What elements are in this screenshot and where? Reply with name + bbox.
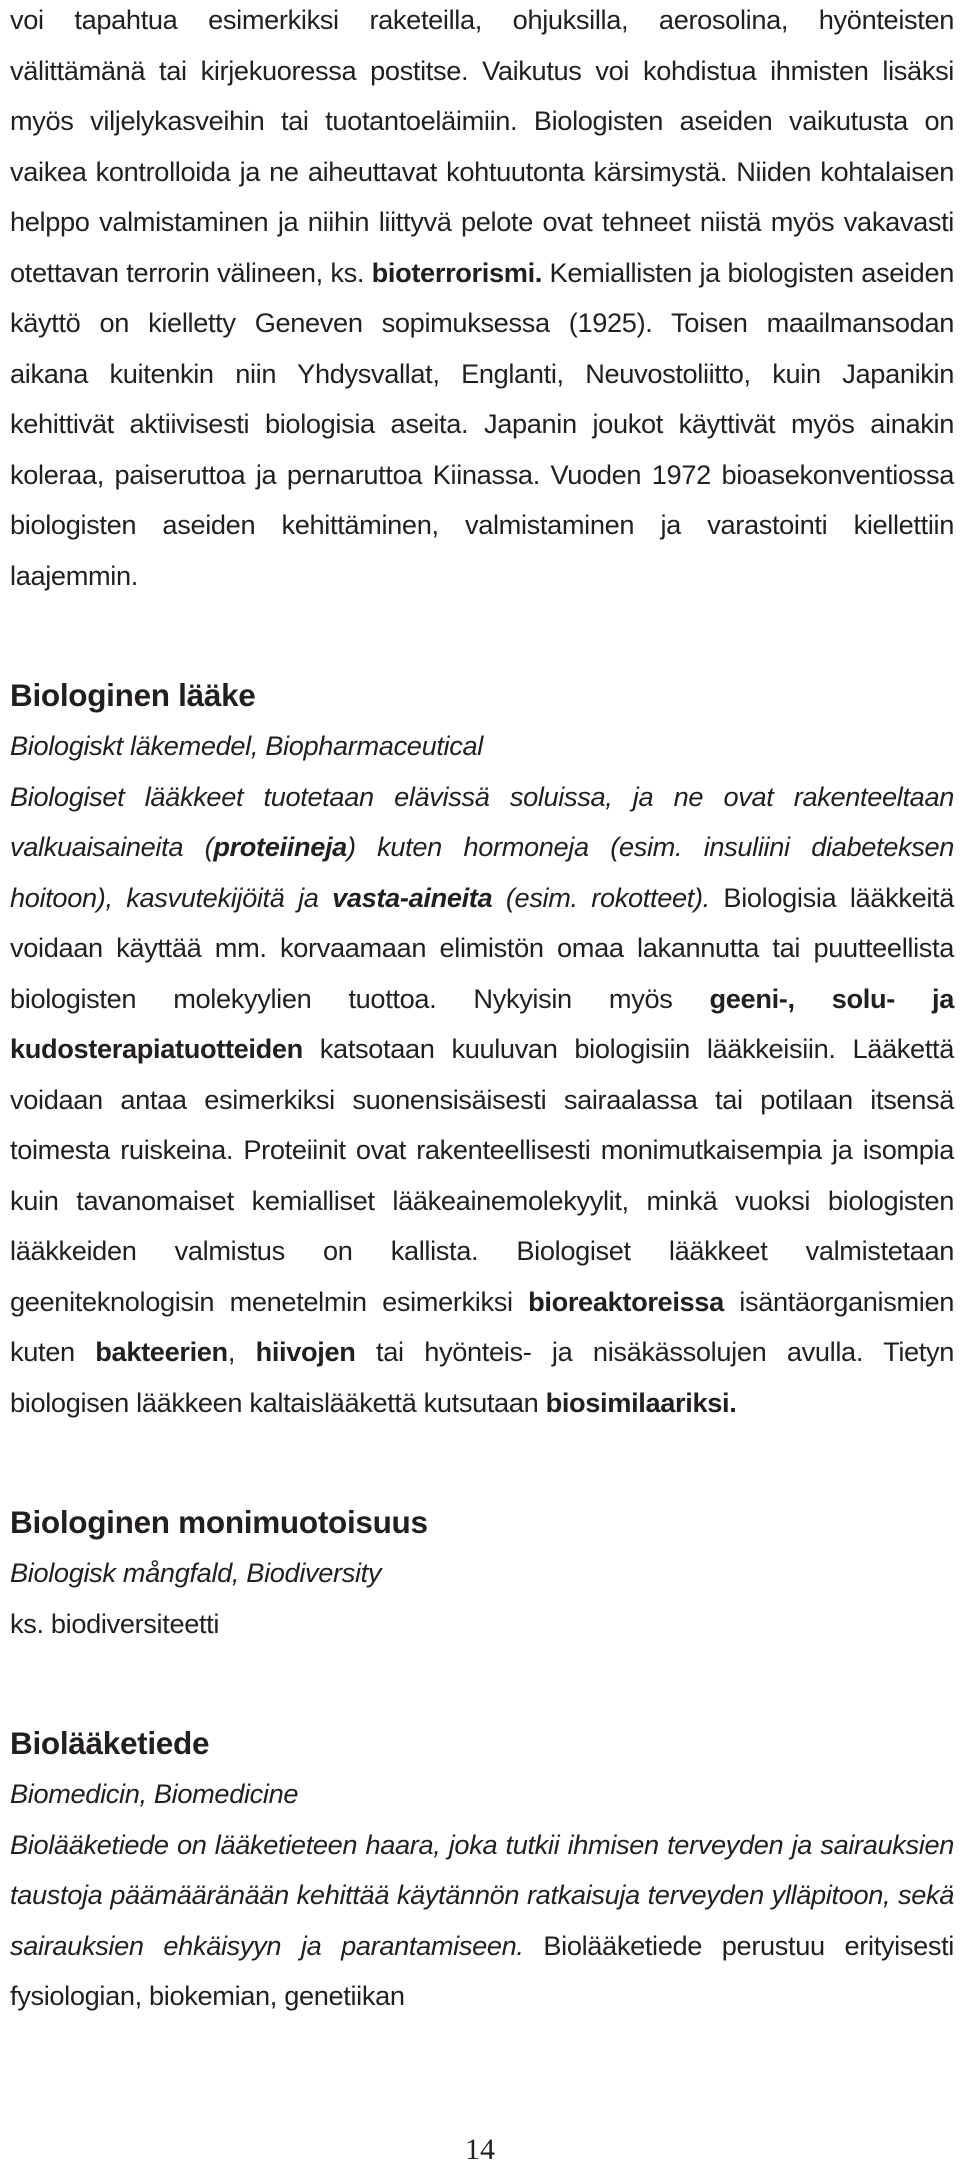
page-number: 14 (465, 2133, 495, 2166)
entry-see-reference: ks. biodiversiteetti (10, 1607, 220, 1639)
entry-term: Biologinen monimuotoisuus (10, 1504, 428, 1540)
intro-paragraph (10, 0, 954, 601)
terapiatuotteet-term: geeni-, solu- ja kudosterapiatuotteiden (10, 982, 954, 1064)
entry-translation: Biologiskt läkemedel, Biopharmaceutical (10, 730, 483, 761)
body-text: (esim. rokotteet). (492, 881, 710, 913)
intro-text-1: voi tapahtua esimerkiksi raketeilla, ohjuksilla, aerosolina, hyönteisten välittämänä tai kirjekuoressa postitse. Vaikutus voi kohdistua ihmisten lisäksi myös viljelykasveihin tai tuotantoeläimiin. Biologisten aseiden vaikutusta on vaikea kontrolloida ja ne aiheuttavat kohtuutonta kärsimystä. Niiden kohtalaisen helppo valmistaminen ja niihin liittyvä pelote ovat tehneet niistä myös vakavasti otettavan terrorin välineen, ks. (10, 4, 954, 288)
entry-term: Biologinen lääke (10, 677, 256, 713)
body-text: katsotaan kuuluvan biologisiin lääkkeisiin. Lääkettä voidaan antaa esimerkiksi suonensisäisesti sairaalassa tai potilaan itsensä toimesta ruiskeina. Proteiinit ovat rakenteellisesti monimutkaisempia ja isompia kuin tavanomaiset kemialliset lääkeainemolekyylit, minkä vuoksi biologisten lääkkeiden valmistus on kallista. Biologiset lääkkeet valmistetaan geeniteknologisin menetelmin esimerkiksi (10, 1033, 954, 1317)
entry-body (10, 772, 954, 1429)
body-text: isäntäorganismien kuten (10, 1285, 954, 1367)
biosimilaariksi-term: biosimilaariksi. (545, 1386, 737, 1418)
body-text: , (227, 1336, 256, 1367)
entry-biolaaketiede (10, 1717, 954, 2022)
entry-translation: Biomedicin, Biomedicine (10, 1778, 299, 1809)
document-page (10, 0, 954, 2022)
body-text: Biologiset lääkkeet tuotetaan elävissä soluissa, ja ne ovat rakenteeltaan valkuaisaineita ( (10, 780, 954, 862)
bioterrorismi-reference: bioterrorismi. (371, 256, 542, 288)
body-text: Biolääketiede perustuu erityisesti fysiologian, biokemian, genetiikan (10, 1929, 954, 2011)
bakteerien-term: bakteerien (95, 1336, 228, 1367)
entry-term: Biolääketiede (10, 1725, 210, 1761)
body-text: Biologisia lääkkeitä voidaan käyttää mm. korvaamaan elimistön omaa lakannutta tai puutteellista biologisten molekyylien tuottoa. Nykyisin myös (10, 881, 954, 1014)
intro-text-2: Kemiallisten ja biologisten aseiden käyttö on kielletty Geneven sopimuksessa (1925). Toisen maailmansodan aikana kuitenkin niin Yhdysvallat, Englanti, Neuvostoliitto, kuin Japanikin kehittivät aktiivisesti biologisia aseita. Japanin joukot käyttivät myös ainakin koleraa, paiseruttoa ja pernaruttoa Kiinassa. Vuoden 1972 bioasekonventiossa biologisten aseiden kehittäminen, valmistaminen ja varastointi kiellettiin laajemmin. (10, 256, 954, 591)
body-text: tai hyönteis- ja nisäkässolujen avulla. Tietyn biologisen lääkkeen kaltaislääkettä kutsutaan (10, 1336, 954, 1418)
entry-body (10, 1820, 954, 2022)
entry-biologinen-laake (10, 669, 954, 1428)
hiivojen-term: hiivojen (255, 1336, 356, 1367)
entry-translation: Biologisk mångfald, Biodiversity (10, 1557, 382, 1588)
vasta-aineita-term: vasta-aineita (332, 881, 493, 913)
body-text: ) kuten hormoneja (esim. insuliini diabeteksen hoitoon), kasvutekijöitä ja (10, 831, 954, 913)
proteiineja-term: proteiineja (213, 831, 347, 862)
bioreaktoreissa-term: bioreaktoreissa (528, 1285, 724, 1317)
entry-biologinen-monimuotoisuus (10, 1496, 954, 1649)
body-text: Biolääketiede on lääketieteen haara, joka tutkii ihmisen terveyden ja sairauksien taustoja päämääränään kehittää käytännön ratkaisuja terveyden ylläpitoon, sekä sairauksien ehkäisyyn ja parantamiseen. (10, 1828, 954, 1961)
